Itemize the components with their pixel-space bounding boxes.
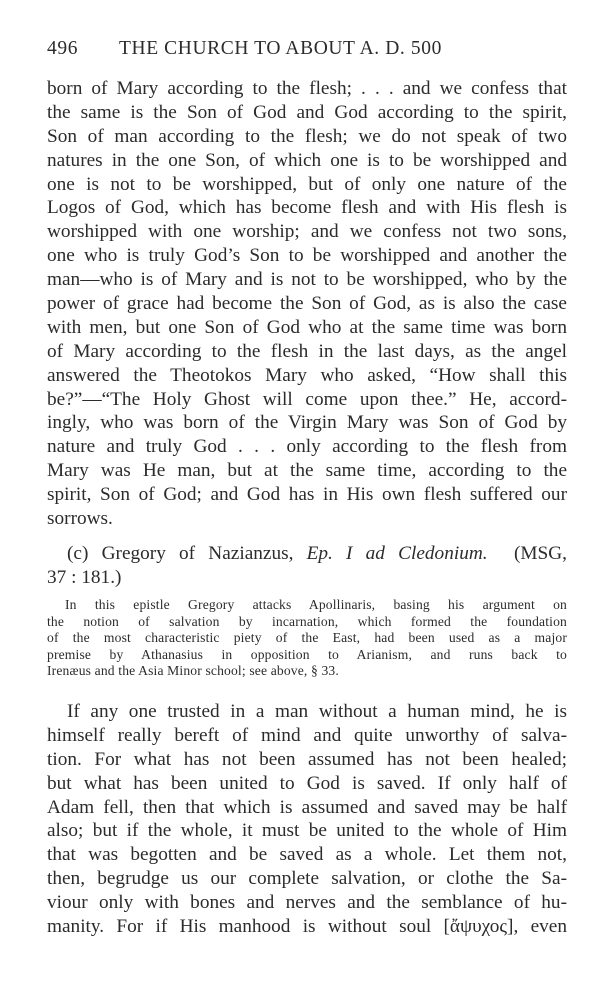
note-line: Irenæus and the Asia Minor school; see above, § 33.: [47, 663, 339, 678]
text-line: also; but if the whole, it must be united to the whole of Him: [47, 820, 567, 842]
text-line: man—who is of Mary and is not to be worshipped, who by the: [47, 269, 567, 291]
text-line: himself really bereft of mind and quite unworthy of salva-: [47, 724, 567, 746]
text-line: Logos of God, which has become flesh and with His flesh is: [47, 197, 567, 219]
text-line: spirit, Son of God; and God has in His own flesh suffered our: [47, 484, 567, 506]
text-line: viour only with bones and nerves and the semblance of hu-: [47, 892, 567, 914]
text-line: If any one trusted in a man without a human mind, he is: [67, 701, 567, 722]
text-line: that was begotten and be saved as a whole. Let them not,: [47, 844, 567, 866]
section-label: (c): [67, 543, 89, 564]
page-number: 496: [47, 38, 79, 59]
section-heading-c: [47, 542, 567, 590]
text-line: but what has been united to God is saved. If only half of: [47, 772, 567, 794]
text-line: ingly, who was born of the Virgin Mary was Son of God by: [47, 412, 567, 434]
text-line: power of grace had become the Son of God, as is also the case: [47, 293, 567, 315]
section-reference-end: 37 : 181.): [47, 566, 122, 588]
text-line: born of Mary according to the flesh; . . . and we confess that: [47, 78, 567, 99]
text-line: Mary was He man, but at the same time, according to the: [47, 460, 567, 482]
text-line: then, begrudge us our complete salvation, or clothe the Sa-: [47, 868, 567, 890]
text-line: one is not to be worshipped, but of only one nature of the: [47, 173, 567, 195]
editorial-note: [47, 597, 567, 680]
paragraph-2: [47, 700, 567, 939]
text-line: tion. For what has not been assumed has not been healed;: [47, 748, 567, 770]
paragraph-1: [47, 77, 567, 531]
text-line: be?”—“The Holy Ghost will come upon thee.” He, accord-: [47, 388, 567, 410]
text-line: natures in the one Son, of which one is to be worshipped and: [47, 149, 567, 171]
text-line: answered the Theotokos Mary who asked, “How shall this: [47, 364, 567, 386]
text-line: worshipped with one worship; and we confess not two sons,: [47, 221, 567, 243]
section-work-title: Ep. I ad Cledonium.: [306, 543, 488, 564]
note-line: of the most characteristic piety of the East, had been used as a major: [47, 630, 567, 645]
text-line: sorrows.: [47, 508, 113, 530]
text-line: of Mary according to the flesh in the last days, as the angel: [47, 340, 567, 362]
section-reference-start: (MSG,: [513, 543, 568, 564]
section-author: Gregory of Nazianzus,: [101, 543, 294, 564]
running-head: [47, 38, 567, 62]
note-line: the notion of salvation by incarnation, which formed the foundation: [47, 613, 567, 629]
text-line: the same is the Son of God and God according to the spirit,: [47, 101, 567, 123]
section-citation-line: [47, 542, 567, 566]
running-title: THE CHURCH TO ABOUT A. D. 500: [119, 38, 442, 59]
text-line: Son of man according to the flesh; we do not speak of two: [47, 125, 567, 147]
text-line: Adam fell, then that which is assumed and saved may be half: [47, 796, 567, 818]
text-line: with men, but one Son of God who at the same time was born: [47, 316, 567, 338]
note-line: In this epistle Gregory attacks Apollinaris, basing his argument on: [65, 597, 567, 612]
note-line: premise by Athanasius in opposition to Arianism, and runs back to: [47, 646, 567, 662]
text-line: nature and truly God . . . only according to the flesh from: [47, 436, 567, 458]
text-line: one who is truly God’s Son to be worshipped and another the: [47, 245, 567, 267]
text-line: manity. For if His manhood is without soul [ἄψυχος], even: [47, 916, 567, 938]
